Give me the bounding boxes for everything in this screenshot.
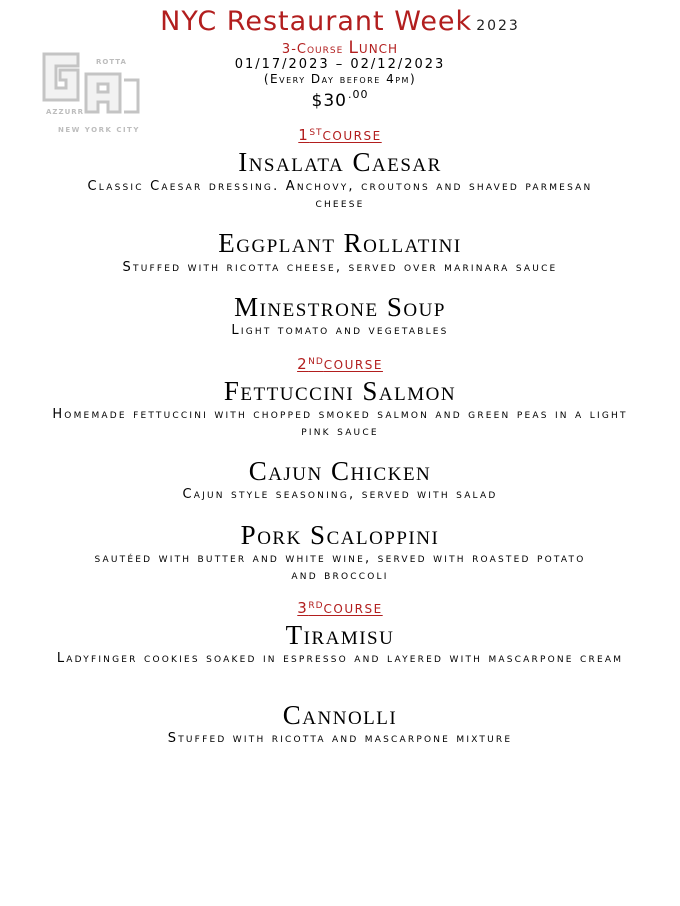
dish-name: Eggplant Rollatini: [218, 228, 462, 258]
dish-description: Classic Caesar dressing. Anchovy, croutons and shaved parmesan cheese: [87, 179, 593, 211]
dish-description: Stuffed with ricotta and mascarpone mixture: [167, 731, 513, 746]
course-1-suffix: ST: [309, 128, 323, 138]
dish-name: Pork Scaloppini: [240, 520, 440, 550]
course-2-suffix: ND: [308, 357, 324, 367]
date-range: 01/17/2023 – 02/12/2023: [234, 57, 446, 72]
course-1-heading: [0, 126, 680, 144]
logo-text-top: ROTTA: [96, 58, 127, 66]
dish-name: Cajun Chicken: [248, 456, 432, 486]
restaurant-logo-icon: [36, 44, 146, 136]
meal-name: Lunch: [348, 38, 399, 58]
dish-description: Light tomato and vegetables: [231, 323, 449, 338]
course-3-label: COURSE: [323, 602, 383, 616]
course-2-heading: [0, 355, 680, 373]
logo-text-side: AZZURR: [46, 108, 85, 116]
dish-description: Cajun style seasoning, served with salad: [182, 487, 498, 502]
dish-name: Tiramisu: [285, 620, 395, 650]
dish-name: Fettuccini Salmon: [223, 376, 457, 406]
price-cents: .00: [347, 88, 369, 101]
dish-description: Ladyfinger cookies soaked in espresso and layered with mascarpone cream: [56, 651, 624, 666]
dish-description: Homemade fettuccini with chopped smoked salmon and green peas in a light pink sauce: [52, 407, 628, 439]
logo-text-bottom: NEW YORK CITY: [58, 126, 140, 134]
course-2-label: COURSE: [323, 358, 383, 372]
course-2-ordinal: 2: [297, 355, 309, 373]
dish-name: Insalata Caesar: [238, 147, 442, 177]
course-1-ordinal: 1: [298, 126, 310, 144]
event-title: NYC Restaurant Week: [160, 6, 473, 37]
availability-note: (Every Day before 4pm): [263, 72, 417, 86]
dish-name: Cannolli: [282, 700, 398, 730]
course-1-label: COURSE: [322, 129, 382, 143]
course-3-suffix: RD: [308, 601, 324, 611]
dish-name: Minestrone Soup: [234, 292, 446, 322]
course-3-ordinal: 3: [297, 599, 309, 617]
course-3-heading: [0, 599, 680, 617]
dish-description: Stuffed with ricotta cheese, served over marinara sauce: [122, 260, 558, 275]
price-main: $30: [311, 91, 347, 111]
dish-description: sautéed with butter and white wine, served with roasted potato and broccoli: [94, 551, 586, 583]
menu-title: [0, 6, 680, 37]
event-year: 2023: [476, 18, 520, 34]
course-count: 3-Course: [281, 42, 344, 57]
